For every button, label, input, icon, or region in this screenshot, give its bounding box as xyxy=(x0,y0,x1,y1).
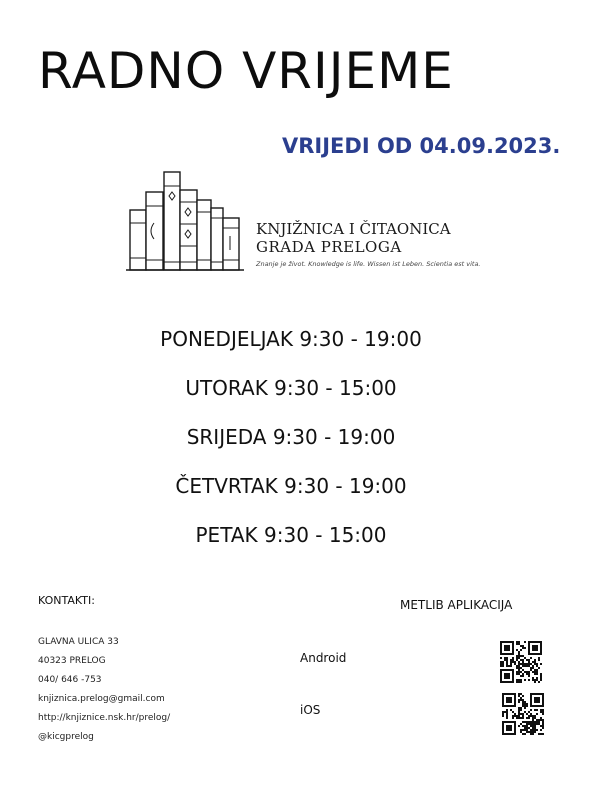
platform-ios: iOS xyxy=(300,703,321,717)
hours-friday: PETAK 9:30 - 15:00 xyxy=(195,523,387,547)
logo-motto: Znanje je život. Knowledge is life. Wissen ist Leben. Scientia est vita. xyxy=(256,260,481,268)
contacts-heading: KONTAKTI: xyxy=(38,594,95,607)
app-heading: METLIB APLIKACIJA xyxy=(400,598,513,612)
opening-hours-list xyxy=(0,322,582,567)
hours-thursday: ČETVRTAK 9:30 - 19:00 xyxy=(175,474,407,498)
logo-name-line2: GRADA PRELOGA xyxy=(256,238,402,256)
logo-name-line1: KNJIŽNICA I ČITAONICA xyxy=(256,220,451,238)
library-logo xyxy=(126,168,486,278)
contact-postal: 40323 PRELOG xyxy=(38,656,106,666)
hours-wednesday: SRIJEDA 9:30 - 19:00 xyxy=(186,425,396,449)
contact-phone: 040/ 646 -753 xyxy=(38,675,102,685)
qr-code-android-icon[interactable] xyxy=(500,641,542,683)
contact-email: knjiznica.prelog@gmail.com xyxy=(38,694,165,704)
contact-address: GLAVNA ULICA 33 xyxy=(38,637,119,647)
qr-code-ios-icon[interactable] xyxy=(502,693,544,735)
valid-from-notice: VRIJEDI OD 04.09.2023. xyxy=(282,134,561,158)
books-logo-icon xyxy=(126,168,246,278)
contacts-list xyxy=(38,636,170,750)
hours-tuesday: UTORAK 9:30 - 15:00 xyxy=(185,376,397,400)
contact-social: @kicgprelog xyxy=(38,732,94,742)
contact-website: http://knjiznice.nsk.hr/prelog/ xyxy=(38,713,171,723)
page-title: RADNO VRIJEME xyxy=(38,42,454,100)
platform-android: Android xyxy=(300,651,347,665)
hours-monday: PONEDJELJAK 9:30 - 19:00 xyxy=(160,327,422,351)
